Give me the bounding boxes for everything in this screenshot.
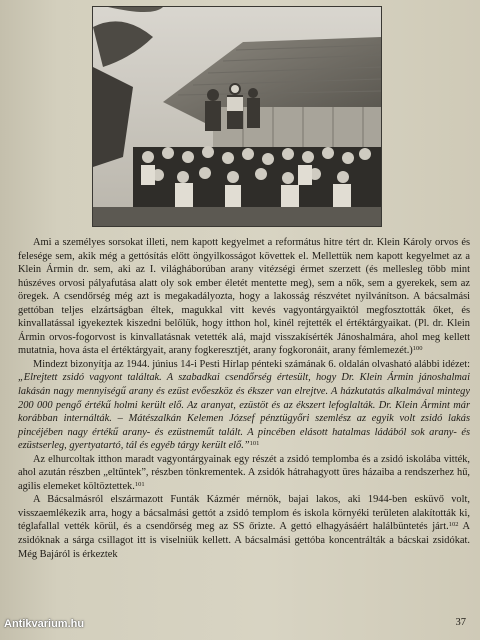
- paragraph-text: A zsidóknak a sárga csillagot itt is viselniük kellett. A bácsalmási gettóba koncentrálták a bácskai zsidókat. Még Bajáról is érkeztek: [18, 521, 470, 560]
- footnote-ref: 101: [134, 480, 145, 488]
- page-number: 37: [455, 617, 466, 628]
- group-photograph: [92, 6, 382, 227]
- quotation-text: „Elrejtett zsidó vagyont találtak. A szabadkai csendőrség értesült, hogy Dr. Klein Ármin jánoshalmai lakásán nagy mennyiségű arany és ezüst evőeszköz és ékszer van elrejtve. A házkutatás alkalmával mintegy 200 000 pengő értékű holmi került elő. Az aranyat, ezüstöt és az ékszert lefoglalták. Dr. Klein Ármint már korábban internálták. – Mátészalkán Kelemen József pénztügyőri szemlész az egyik volt zsidó lakás pincéjében nagy értékű arany- és ezüstneműt talált. A pincében elásott hatalmas ládából sok arany- és ezüstserleg, gyertyatartó, tál és egyéb tárgy került elő.”: [18, 372, 470, 452]
- paragraph: [18, 453, 470, 494]
- paragraph: [18, 358, 470, 453]
- body-text: [18, 236, 470, 561]
- paragraph: [18, 236, 470, 358]
- group-photo-image: [93, 7, 381, 226]
- paragraph: [18, 493, 470, 561]
- paragraph-text: Az elhurcoltak itthon maradt vagyontárgyainak egy részét a zsidó templomba és a zsidó iskolába vitték, ahol azután részben „eltűntek”, részben tönkrementek. A zsidók hátrahagyott üres házaiba a rendszerhez hű, agilis elemeket költöztettek.: [18, 453, 470, 492]
- paragraph-text: A Bácsalmásról elszármazott Funták Kázmér mérnök, bajai lakos, aki 1944-ben esküvő volt, visszaemlékezik arra, hogy a bácsalmási gettót a zsidó templom és iskola környéki területen alakították ki, téglafallal vették körül, és a csendőrség meg az SS őrizte. A gettó elhagyásáért halálbüntetés járt.: [18, 494, 470, 533]
- footnote-ref: 101: [249, 440, 260, 448]
- footnote-ref: 102: [448, 521, 459, 529]
- paragraph-text: Mindezt bizonyítja az 1944. június 14-i Pesti Hírlap pénteki számának 6. oldalán olvasható alábbi idézet:: [33, 358, 470, 370]
- footnote-ref: 100: [412, 345, 423, 353]
- watermark-logo: Antikvarium.hu: [4, 618, 85, 630]
- paragraph-text: Ami a személyes sorsokat illeti, nem kapott kegyelmet a református hitre tért dr. Klein Károly orvos és felesége sem, akik még a gettósítás előtt öngyilkosságot követtek el. Mellettük nem kapott kegyelmet az a Klein Ármin dr. sem, aki az I. világháborúban arany vitézségi érmet szerzett (és mellesleg több mint húszéves orvosi pályafutása alatt oly sok ember életét mentette meg), sem a nők, sem a gyerekek, sem az öregek. A csendőrség még azt is megakadályozta, hogy a lakosság részvétet nyilvánítson. A bácsalmási gettóban teljes elzártságban éltek, magukkal vitt kevés vagyontárgyaiktól megfosztották őket, és kinvallatással igyekeztek kiszedni belőlük, hogy itthon hol, kinél rejtették el értéktárgyaikat. (Pl. dr. Klein Ármin orvos-fogorvost is kinvallatásnak vetették alá, majd visszakísérték Jánoshalmára, ahol meg kellett mutatnia, hova ásta el értéktárgyait, arany fogkeresztjét, arany fogkoronáit, arany fémlemezét.): [18, 237, 470, 357]
